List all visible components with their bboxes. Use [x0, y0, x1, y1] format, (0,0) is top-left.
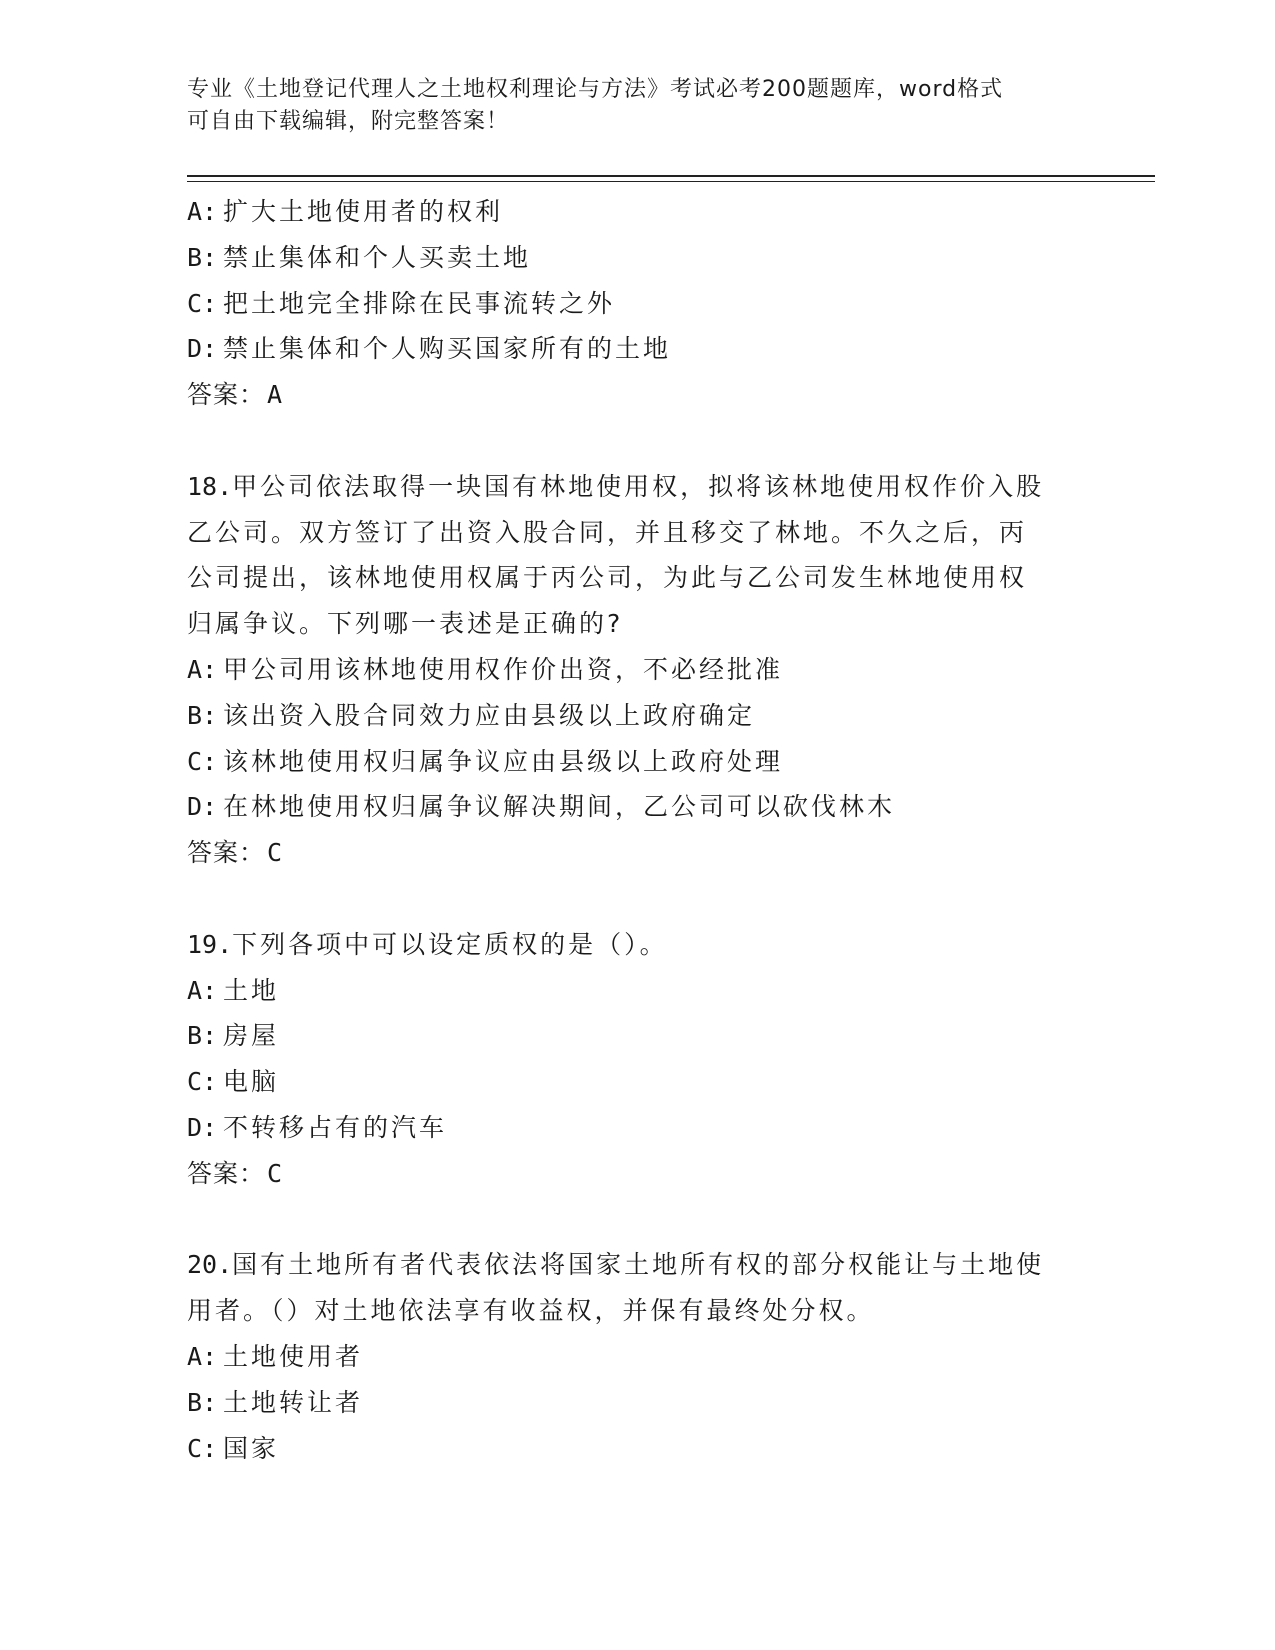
option-text: 该出资入股合同效力应由县级以上政府确定 [223, 700, 756, 730]
question-text-line [187, 922, 1087, 968]
option-text: 土地转让者 [223, 1387, 364, 1417]
option-c [187, 739, 1087, 785]
option-letter: B: [187, 1021, 218, 1051]
option-letter: C: [187, 288, 218, 318]
option-d [187, 326, 1087, 372]
answer-label: 答案： [187, 838, 266, 868]
question-text-line [187, 464, 1087, 510]
question-number: 20. [187, 1250, 233, 1280]
answer-label: 答案： [187, 380, 266, 410]
question-text-line: 乙公司。双方签订了出资入股合同，并且移交了林地。不久之后，丙 [187, 517, 1028, 547]
option-c [187, 1426, 1087, 1472]
question-text: 国有土地所有者代表依法将国家土地所有权的部分权能让与土地使 [232, 1250, 1045, 1280]
question-text-line: 公司提出，该林地使用权属于丙公司，为此与乙公司发生林地使用权 [187, 563, 1028, 593]
answer-line [187, 1151, 1087, 1197]
option-text: 禁止集体和个人购买国家所有的土地 [223, 334, 672, 364]
question-number: 19. [187, 929, 233, 959]
header-line-1: 专业《土地登记代理人之土地权利理论与方法》考试必考200题题库，word格式 [187, 77, 1004, 102]
option-text: 甲公司用该林地使用权作价出资，不必经批准 [223, 654, 784, 684]
option-letter: C: [187, 1067, 218, 1097]
answer-value: C [267, 838, 284, 868]
question-text-line: 归属争议。下列哪一表述是正确的? [187, 609, 624, 639]
option-b [187, 235, 1087, 281]
question-20 [187, 1242, 1087, 1471]
option-text: 把土地完全排除在民事流转之外 [223, 288, 616, 318]
option-b [187, 1013, 1087, 1059]
option-letter: B: [187, 700, 218, 730]
option-letter: C: [187, 746, 218, 776]
question-text: 甲公司依法取得一块国有林地使用权，拟将该林地使用权作价入股 [232, 471, 1045, 501]
spacer [187, 1197, 1087, 1243]
question-text-line [187, 1242, 1087, 1288]
option-b [187, 1380, 1087, 1426]
option-letter: B: [187, 242, 218, 272]
question-17-options [187, 189, 1087, 418]
option-a [187, 189, 1087, 235]
answer-value: C [267, 1158, 284, 1188]
answer-line [187, 372, 1087, 418]
option-text: 在林地使用权归属争议解决期间，乙公司可以砍伐林木 [223, 792, 896, 822]
answer-label: 答案： [187, 1158, 266, 1188]
answer-value: A [267, 380, 284, 410]
option-text: 扩大土地使用者的权利 [223, 197, 504, 226]
option-b [187, 693, 1087, 739]
option-letter: B: [187, 1387, 218, 1417]
question-19 [187, 922, 1087, 1197]
option-text: 电脑 [223, 1067, 280, 1097]
header-rule-thin [187, 181, 1155, 182]
option-letter: A: [187, 654, 218, 684]
question-18 [187, 464, 1087, 876]
option-c [187, 281, 1087, 327]
option-a [187, 1334, 1087, 1380]
option-d [187, 784, 1087, 830]
option-text: 土地使用者 [223, 1341, 364, 1371]
option-letter: A: [187, 1341, 218, 1371]
option-a [187, 968, 1087, 1014]
option-text: 不转移占有的汽车 [223, 1112, 448, 1142]
option-c [187, 1059, 1087, 1105]
question-number: 18. [187, 471, 233, 501]
header-rule-thick [187, 175, 1155, 177]
option-text: 土地 [223, 975, 280, 1005]
option-letter: D: [187, 334, 218, 364]
header-line-2: 可自由下载编辑，附完整答案！ [187, 109, 510, 134]
question-content [187, 189, 1087, 1471]
option-d [187, 1105, 1087, 1151]
answer-line [187, 830, 1087, 876]
option-letter: A: [187, 975, 218, 1005]
option-letter: D: [187, 792, 218, 822]
question-text-line: 用者。（）对土地依法享有收益权，并保有最终处分权。 [187, 1296, 875, 1326]
option-text: 房屋 [223, 1021, 280, 1051]
spacer [187, 876, 1087, 922]
option-text: 禁止集体和个人买卖土地 [223, 242, 532, 272]
option-text: 国家 [223, 1433, 280, 1463]
option-text: 该林地使用权归属争议应由县级以上政府处理 [223, 746, 784, 776]
spacer [187, 418, 1087, 464]
option-letter: C: [187, 1433, 218, 1463]
option-letter: D: [187, 1112, 218, 1142]
option-letter: A: [187, 197, 218, 226]
page-header [187, 74, 1067, 138]
question-text: 下列各项中可以设定质权的是（）。 [232, 929, 668, 959]
option-a [187, 647, 1087, 693]
